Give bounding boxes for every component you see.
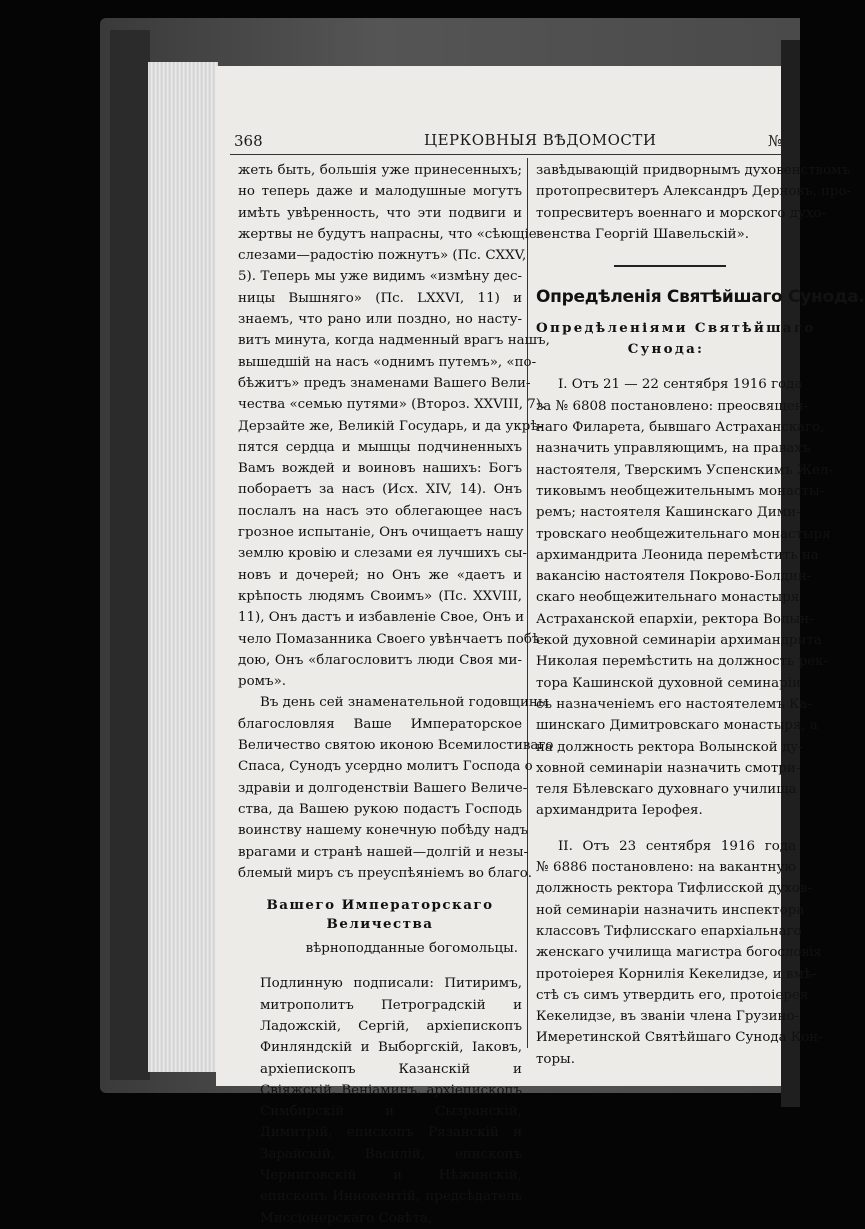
signature-heading: [238, 896, 522, 934]
text-line: за № 6808 постановлено: преосвящен-: [536, 398, 809, 414]
text-line: здравіи и долгоденствіи Вашего Величе-: [238, 780, 528, 796]
text-line: ховной семинаріи назначить смотри-: [536, 760, 801, 776]
blessing-paragraph: [238, 692, 554, 884]
text-line: ромъ».: [238, 674, 287, 690]
text-line: ной семинаріи назначить инспектора: [536, 902, 805, 918]
issue-mark: №: [768, 132, 783, 150]
text-line: женскаго училища магистра богословія: [536, 945, 822, 961]
text-line: 11), Онъ дастъ и избавленіе Свое, Онъ и: [238, 610, 525, 626]
text-line: воинству нашему конечную побѣду надъ: [238, 823, 528, 839]
text-line: завѣдывающій придворнымъ духовенствомъ: [536, 163, 851, 178]
subtitle-line: Сунода:: [627, 341, 705, 358]
section-separator: [614, 265, 726, 267]
text-line: тиковымъ необщежительнымъ монасты-: [536, 483, 825, 499]
subtitle-line: Опредѣленіями Святѣйшаго: [536, 320, 816, 337]
text-line: ской духовной семинаріи архимандрита: [536, 633, 822, 649]
text-line: благословляя Ваше Императорское: [238, 716, 522, 732]
text-line: знаемъ, что рано или поздно, но насту-: [238, 312, 522, 328]
text-line: Вамъ вождей и воиновъ нашихъ: Богъ: [238, 461, 522, 477]
text-line: на должность ректора Волынской ду-: [536, 739, 803, 755]
text-line: протоіерея Корнилія Кекелидзе, и вмѣ-: [536, 966, 817, 982]
text-line: Имеретинской Святѣйшаго Сунода Кон-: [536, 1030, 823, 1046]
text-line: архимандрита Леонида перемѣстить на: [536, 547, 819, 563]
text-line: Николая перемѣстить на должность рек-: [536, 654, 828, 670]
text-line: I. Отъ 21 — 22 сентября 1916 года: [558, 377, 803, 393]
text-line: настоятеля, Тверскимъ Успенскимъ Жел-: [536, 462, 834, 478]
text-line: но теперь даже и малодушные могутъ: [238, 184, 522, 200]
text-line: наго Филарета, бывшаго Астраханскаго,: [536, 420, 825, 436]
text-line: слезами—радостію пожнутъ» (Пс. CXXV,: [238, 248, 527, 264]
column-divider: [527, 158, 528, 1048]
section-subtitle: [536, 318, 816, 360]
text-line: ницы Вышняго» (Пс. LXXVI, 11) и: [238, 290, 522, 306]
text-line: венства Георгій Шавельскій».: [536, 226, 750, 242]
header-rule: [230, 154, 781, 155]
continued-text: [536, 160, 852, 245]
text-line: крѣпость людямъ Своимъ» (Пс. XXVIII,: [238, 588, 522, 604]
determination-2: [536, 836, 823, 1070]
page-header: [216, 130, 781, 156]
determination-1: [536, 374, 834, 821]
text-line: архимандрита Іерофея.: [536, 803, 703, 819]
text-line: грозное испытаніе, Онъ очищаетъ нашу: [238, 525, 524, 541]
signature-subtitle: вѣрноподданные богомольцы.: [305, 941, 518, 957]
text-line: стѣ съ симъ утвердить его, протоіерея: [536, 987, 809, 1003]
text-line: II. Отъ 23 сентября 1916 года: [558, 838, 796, 854]
signature-title-line: Величества: [326, 916, 434, 933]
book-spine: [110, 30, 150, 1080]
journal-title: ЦЕРКОВНЫЯ ВѢДОМОСТИ: [424, 131, 657, 149]
text-line: съ назначеніемъ его настоятелемъ Ка-: [536, 696, 812, 712]
text-line: тора Кашинской духовной семинаріи: [536, 675, 801, 691]
text-line: классовъ Тифлисскаго епархіальнаго: [536, 923, 802, 939]
address-paragraph: [238, 160, 550, 692]
text-line: Въ день сей знаменательной годовщины: [260, 695, 549, 711]
text-line: тровскаго необщежительнаго монастыря: [536, 526, 831, 542]
text-line: чело Помазанника Своего увѣнчаетъ побѣ-: [238, 631, 545, 647]
text-line: Спаса, Сунодъ усердно молитъ Господа о: [238, 759, 533, 775]
text-line: скаго необщежительнаго монастыря: [536, 590, 800, 606]
text-line: новъ и дочерей; но Онъ же «даетъ и: [238, 567, 522, 583]
text-line: назначить управляющимъ, на правахъ: [536, 441, 811, 457]
text-line: Величество святою иконою Всемилостиваго: [238, 738, 554, 754]
text-line: побораетъ за насъ (Исх. XIV, 14). Онъ: [238, 482, 522, 498]
text-line: бѣжитъ» предъ знаменами Вашего Вели-: [238, 375, 531, 391]
text-line: послалъ на насъ это облегающее насъ: [238, 503, 522, 519]
text-line: ремъ; настоятеля Кашинскаго Дими-: [536, 505, 801, 521]
right-column: [536, 160, 865, 1070]
text-line: Кекелидзе, въ званіи члена Грузино-: [536, 1009, 800, 1025]
page-edges: [148, 62, 218, 1072]
left-column: [238, 160, 554, 1229]
text-line: блемый миръ съ преуспѣяніемъ во благо.: [238, 865, 533, 881]
text-line: витъ минута, когда надменный врагъ нашъ,: [238, 333, 550, 349]
text-line: шинскаго Димитровскаго монастыря, а: [536, 718, 818, 734]
text-line: чества «семью путями» (Второз. XXVIII, 7).: [238, 397, 546, 413]
text-line: № 6886 постановлено: на вакантную: [536, 860, 796, 876]
journal-page: [216, 66, 865, 1226]
text-line: землю кровію и слезами ея лучшихъ сы-: [238, 546, 528, 562]
page-number: 368: [234, 132, 263, 150]
text-line: пятся сердца и мышцы подчиненныхъ: [238, 439, 522, 455]
section-title: Опредѣленія Святѣйшаго Сунода.: [536, 287, 865, 308]
text-line: жертвы не будутъ напрасны, что «сѣющіе: [238, 226, 537, 242]
text-line: Астраханской епархіи, ректора Волын-: [536, 611, 814, 627]
text-line: вакансію настоятеля Покрово-Болдин-: [536, 569, 812, 585]
signatures-text: Подлинную подписали: Питиримъ, митрополитъ Петроградскій и Ладожскій, Сергій, архіепископъ Финляндскій и Выборгскій, Іаковъ, архіепископъ Казанскій и Свіяжскій, Веніаминъ, архіепископъ Симбирскій и Сызранскій, Димитрій, епископъ Рязанскій и Зарайскій, Василій, епископъ Черниговскій и Нѣжинскій, епископъ Иннокентій, предсѣдатель Миссіонерскаго Совѣта,: [260, 976, 522, 1226]
text-line: вышедшій на насъ «однимъ путемъ», «по-: [238, 354, 537, 370]
text-line: топресвитеръ военнаго и морского духо-: [536, 205, 826, 221]
text-line: Дерзайте же, Великій Государь, и да укрѣ-: [238, 418, 543, 434]
text-line: дою, Онъ «благословитъ люди Своя ми-: [238, 652, 522, 668]
text-line: теля Бѣлевскаго духовнаго училища: [536, 782, 797, 798]
text-line: врагами и странѣ нашей—долгій и незы-: [238, 844, 528, 860]
signatures: [238, 973, 522, 1229]
text-line: должность ректора Тифлисской духов-: [536, 881, 812, 897]
text-line: 5). Теперь мы уже видимъ «измѣну дес-: [238, 269, 522, 285]
text-line: протопресвитеръ Александръ Дерновъ, про-: [536, 184, 852, 200]
text-line: имѣть увѣренность, что эти подвиги и: [238, 205, 522, 221]
text-line: ства, да Вашею рукою подастъ Господь: [238, 801, 522, 817]
text-line: жеть быть, большія уже принесенныхъ;: [238, 163, 522, 178]
signature-title-line: Вашего Императорскаго: [266, 897, 494, 914]
text-line: торы.: [536, 1051, 575, 1067]
